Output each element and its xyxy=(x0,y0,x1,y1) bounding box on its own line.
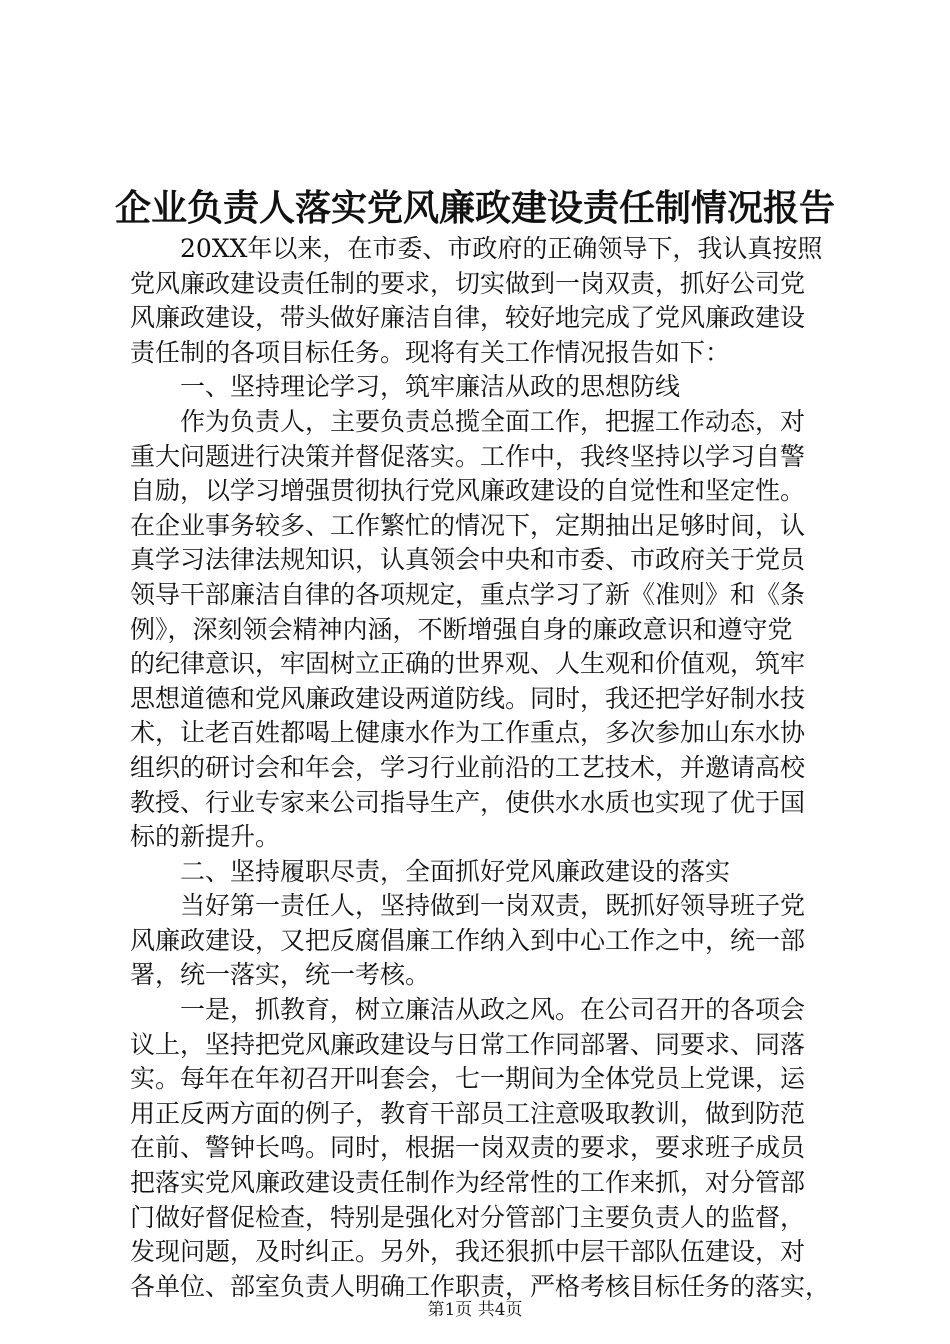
body-line: 的纪律意识，牢固树立正确的世界观、人生观和价值观，筑牢 xyxy=(130,649,806,679)
body-line: 教授、行业专家来公司指导生产，使供水水质也实现了优于国 xyxy=(130,787,806,817)
body-line: 在企业事务较多、工作繁忙的情况下，定期抽出足够时间，认 xyxy=(130,510,806,540)
body-line: 20XX年以来，在市委、市政府的正确领导下，我认真按照 xyxy=(130,234,823,263)
document-title: 企业负责人落实党风廉政建设责任制情况报告 xyxy=(114,187,835,229)
body-line: 思想道德和党风廉政建设两道防线。同时，我还把学好制水技 xyxy=(130,683,806,713)
section-heading: 二、坚持履职尽责，全面抓好党风廉政建设的落实 xyxy=(130,856,731,886)
body-line: 术，让老百姓都喝上健康水作为工作重点，多次参加山东水协 xyxy=(130,718,806,748)
body-line: 自励，以学习增强贯彻执行党风廉政建设的自觉性和坚定性。 xyxy=(130,476,806,506)
body-line: 用正反两方面的例子，教育干部员工注意吸取教训，做到防范 xyxy=(130,1098,806,1128)
body-line: 重大问题进行决策并督促落实。工作中，我终坚持以学习自警 xyxy=(130,441,806,471)
body-line: 发现问题，及时纠正。另外，我还狠抓中层干部队伍建设，对 xyxy=(130,1237,806,1267)
body-line: 例》，深刻领会精神内涵，不断增强自身的廉政意识和遵守党 xyxy=(130,614,793,644)
body-line: 组织的研讨会和年会，学习行业前沿的工艺技术，并邀请高校 xyxy=(130,752,806,782)
body-line: 责任制的各项目标任务。现将有关工作情况报告如下： xyxy=(130,337,731,367)
body-line: 领导干部廉洁自律的各项规定，重点学习了新《准则》和《条 xyxy=(130,579,806,609)
body-line: 各单位、部室负责人明确工作职责，严格考核目标任务的落实， xyxy=(130,1271,831,1301)
body-line: 标的新提升。 xyxy=(130,822,281,852)
body-line: 作为负责人，主要负责总揽全面工作，把握工作动态，对 xyxy=(130,406,806,436)
document-body xyxy=(130,232,830,1304)
body-line: 一是，抓教育，树立廉洁从政之风。在公司召开的各项会 xyxy=(130,995,806,1025)
page-indicator: 第1页 共4页 xyxy=(427,1300,523,1320)
body-line: 把落实党风廉政建设责任制作为经常性的工作来抓，对分管部 xyxy=(130,1168,806,1198)
body-line: 署，统一落实，统一考核。 xyxy=(130,960,431,990)
body-line: 党风廉政建设责任制的要求，切实做到一岗双责，抓好公司党 xyxy=(130,268,806,298)
body-line: 当好第一责任人，坚持做到一岗双责，既抓好领导班子党 xyxy=(130,891,806,921)
body-line: 风廉政建设，又把反腐倡廉工作纳入到中心工作之中，统一部 xyxy=(130,925,806,955)
body-line: 实。每年在年初召开叫套会，七一期间为全体党员上党课，运 xyxy=(130,1064,806,1094)
body-line: 真学习法律法规知识，认真领会中央和市委、市政府关于党员 xyxy=(130,545,806,575)
body-line: 风廉政建设，带头做好廉洁自律，较好地完成了党风廉政建设 xyxy=(130,303,806,333)
section-heading: 一、坚持理论学习，筑牢廉洁从政的思想防线 xyxy=(130,372,681,402)
body-line: 在前、警钟长鸣。同时，根据一岗双责的要求，要求班子成员 xyxy=(130,1133,806,1163)
body-line: 议上，坚持把党风廉政建设与日常工作同部署、同要求、同落 xyxy=(130,1029,806,1059)
body-line: 门做好督促检查，特别是强化对分管部门主要负责人的监督， xyxy=(130,1202,806,1232)
